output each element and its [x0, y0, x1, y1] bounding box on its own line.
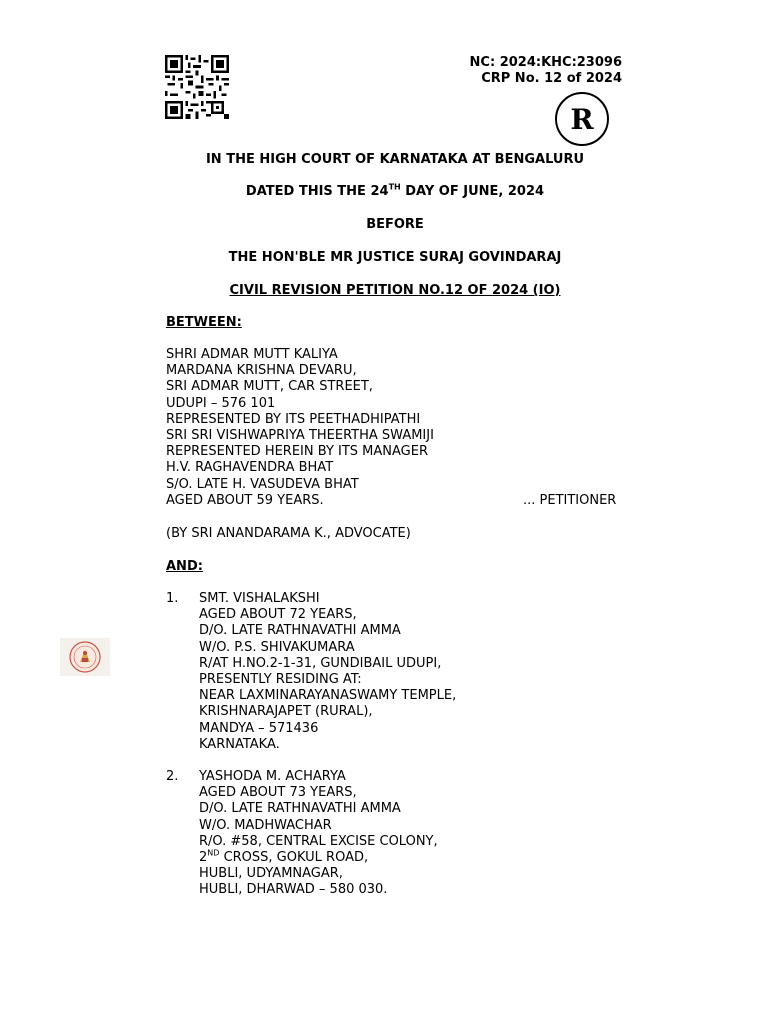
date-prefix: DATED THIS THE 24: [245, 184, 389, 199]
cross-suffix: CROSS, GOKUL ROAD,: [219, 850, 369, 866]
petitioner-line: UDUPI – 576 101: [166, 395, 276, 411]
petitioner-label: ... PETITIONER: [523, 493, 617, 508]
date-line: [0, 184, 768, 199]
neutral-citation: [470, 55, 622, 87]
respondent-2-number: 2.: [166, 769, 179, 784]
respondent-line: NEAR LAXMINARAYANASWAMY TEMPLE,: [199, 688, 457, 704]
respondent-line: W/O. P.S. SHIVAKUMARA: [199, 639, 355, 655]
respondent-line: [199, 850, 438, 866]
petitioner-line: REPRESENTED BY ITS PEETHADHIPATHI: [166, 411, 421, 427]
respondent-line: D/O. LATE RATHNAVATHI AMMA: [199, 623, 401, 639]
between-heading: BETWEEN:: [166, 315, 242, 330]
petitioner-line: REPRESENTED HEREIN BY ITS MANAGER: [166, 444, 429, 460]
stamp-letter: R: [570, 102, 594, 136]
petitioner-line: MARDANA KRISHNA DEVARU,: [166, 363, 357, 379]
respondent-2-details: [199, 769, 438, 899]
before-heading: BEFORE: [366, 217, 424, 232]
respondent-1-details: [199, 591, 456, 753]
court-seal-image: [60, 638, 110, 676]
respondent-line: AGED ABOUT 72 YEARS,: [199, 607, 357, 623]
respondent-line: R/AT H.NO.2-1-31, GUNDIBAIL UDUPI,: [199, 655, 442, 671]
respondent-line: MANDYA – 571436: [199, 720, 319, 736]
advocate-line: (BY SRI ANANDARAMA K., ADVOCATE): [166, 526, 411, 541]
citation-number: NC: 2024:KHC:23096: [469, 55, 622, 70]
respondent-line: AGED ABOUT 73 YEARS,: [199, 785, 357, 801]
cross-number: 2: [199, 850, 208, 866]
petitioner-line: SRI SRI VISHWAPRIYA THEERTHA SWAMIJI: [166, 428, 434, 444]
respondent-1-number: 1.: [166, 591, 179, 606]
respondent-line: HUBLI, UDYAMNAGAR,: [199, 866, 343, 882]
court-name: IN THE HIGH COURT OF KARNATAKA AT BENGALURU: [205, 152, 585, 167]
respondent-line: PRESENTLY RESIDING AT:: [199, 672, 362, 688]
registered-stamp: [555, 92, 609, 146]
date-superscript: TH: [388, 182, 401, 192]
respondent-line: SMT. VISHALAKSHI: [199, 591, 320, 606]
case-title: CIVIL REVISION PETITION NO.12 OF 2024 (IO): [229, 283, 561, 298]
respondent-line: YASHODA M. ACHARYA: [199, 769, 346, 784]
respondent-line: R/O. #58, CENTRAL EXCISE COLONY,: [199, 833, 438, 849]
respondent-line: D/O. LATE RATHNAVATHI AMMA: [199, 801, 401, 817]
and-heading: AND:: [166, 559, 203, 574]
petitioner-line: S/O. LATE H. VASUDEVA BHAT: [166, 476, 359, 492]
case-number: CRP No. 12 of 2024: [481, 71, 622, 86]
respondent-line: W/O. MADHWACHAR: [199, 817, 332, 833]
petitioner-line: SHRI ADMAR MUTT KALIYA: [166, 347, 338, 362]
date-suffix: DAY OF JUNE, 2024: [400, 184, 545, 199]
petitioner-line: AGED ABOUT 59 YEARS.: [166, 492, 324, 508]
respondent-line: KRISHNARAJAPET (RURAL),: [199, 704, 373, 720]
petitioner-line: H.V. RAGHAVENDRA BHAT: [166, 460, 334, 476]
qr-code: [165, 55, 229, 119]
petitioner-line: SRI ADMAR MUTT, CAR STREET,: [166, 379, 373, 395]
respondent-line: HUBLI, DHARWAD – 580 030.: [199, 882, 388, 898]
petitioner-details: [166, 347, 434, 509]
judge-name: THE HON'BLE MR JUSTICE SURAJ GOVINDARAJ: [228, 250, 562, 265]
cross-superscript: ND: [207, 848, 220, 858]
respondent-line: KARNATAKA.: [199, 736, 280, 752]
